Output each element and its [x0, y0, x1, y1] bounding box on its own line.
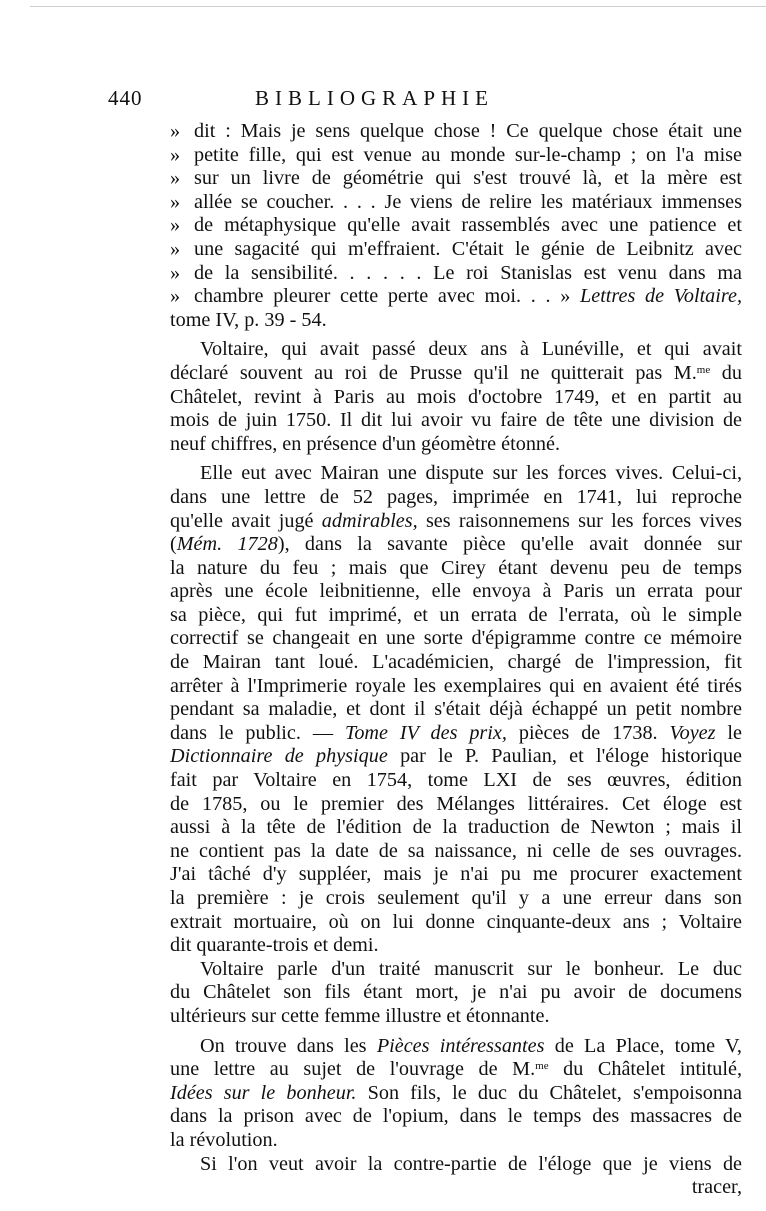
line-text: dit quarante-trois et demi.: [170, 934, 379, 957]
line-text: une lettre au sujet de l'ouvrage de M.: [170, 1058, 536, 1081]
text-line: [170, 433, 742, 457]
line-text: la nature du feu ; mais que Cirey étant devenu peu de temps: [170, 556, 742, 579]
quote-mark: »: [170, 214, 181, 237]
line-text: déclaré souvent au roi de Prusse qu'il ne quitterait pas M.: [170, 361, 697, 384]
text-line: [170, 510, 742, 534]
line-text: fait par Voltaire en 1754, tome LXI de ses œuvres, édition: [170, 769, 742, 792]
italic-text: Idées sur le bonheur.: [170, 1081, 357, 1104]
text-line: [170, 309, 742, 333]
paragraph: [170, 120, 742, 332]
paragraph: [170, 462, 742, 957]
line-text: On trouve dans les: [200, 1034, 377, 1057]
line-text: du Châtelet son fils étant mort, je n'ai pu avoir de documens: [170, 981, 742, 1004]
line-text: tracer,: [691, 1176, 742, 1199]
line-text: de la sensibilité. . . . . . Le roi Stanislas est venu dans ma: [194, 261, 742, 284]
line-text: Châtelet, revint à Paris au mois d'octobre 1749, et en partit au: [170, 385, 742, 408]
line-text: correctif se changeait en une sorte d'épigramme contre ce mémoire: [170, 627, 742, 650]
line-text: sa pièce, qui fut imprimé, et un errata de l'errata, où le simple: [170, 603, 742, 626]
line-text: une sagacité qui m'effraient. C'était le génie de Leibnitz avec: [194, 237, 742, 260]
line-text: Elle eut avec Mairan une dispute sur les forces vives. Celui-ci,: [200, 462, 742, 485]
quote-mark: »: [170, 285, 181, 308]
citation-title: Lettres de Voltaire,: [580, 285, 742, 308]
line-text: sur un livre de géométrie qui s'est trouvé là, et la mère est: [194, 167, 742, 190]
text-line: [170, 769, 742, 793]
line-text: la révolution.: [170, 1128, 278, 1151]
text-line: [170, 1105, 742, 1129]
line-text: de La Place, tome V,: [544, 1034, 742, 1057]
text-line: [170, 386, 742, 410]
line-text: ), dans la savante pièce qu'elle avait donnée sur: [277, 533, 743, 556]
text-line: [170, 1058, 742, 1082]
line-text: Voltaire parle d'un traité manuscrit sur le bonheur. Le duc: [200, 957, 742, 980]
text-line: [170, 722, 742, 746]
text-line: [170, 462, 742, 486]
text-line: [170, 981, 742, 1005]
quote-mark: »: [170, 261, 181, 284]
text-line: [170, 698, 742, 722]
line-text: allée se coucher. . . . Je viens de relire les matériaux immenses: [194, 190, 742, 213]
italic-text: Dictionnaire de physique: [170, 745, 388, 768]
text-line: [170, 863, 742, 887]
line-text: dans la prison avec de l'opium, dans le temps des massacres de: [170, 1105, 742, 1128]
text-line: [170, 627, 742, 651]
line-text: pièces de 1738.: [506, 721, 670, 744]
line-text: ultérieurs sur cette femme illustre et étonnante.: [170, 1004, 550, 1027]
line-text: qu'elle avait jugé: [170, 509, 322, 532]
line-text: du: [710, 361, 742, 384]
text-line: [170, 745, 742, 769]
paragraph: [170, 1153, 742, 1200]
running-head: BIBLIOGRAPHIE: [255, 86, 494, 110]
quote-mark: »: [170, 143, 181, 166]
text-line: [170, 1005, 742, 1029]
text-line: [170, 486, 742, 510]
text-line: [170, 793, 742, 817]
text-line: [170, 1129, 742, 1153]
line-text: mois de juin 1750. Il dit lui avoir vu faire de tête une division de: [170, 409, 742, 432]
line-text: ses raisonnemens sur les forces vives: [417, 509, 743, 532]
line-text: pendant sa maladie, et dont il s'était déjà échappé un petit nombre: [170, 698, 742, 721]
text-line: [170, 1082, 742, 1106]
quote-mark: »: [170, 237, 181, 260]
text-line: [170, 840, 742, 864]
catchword: [170, 1176, 742, 1200]
text-line: [170, 362, 742, 386]
italic-text: Mém. 1728: [176, 533, 278, 556]
line-text: Si l'on veut avoir la contre-partie de l'éloge que je viens de: [200, 1152, 742, 1175]
superscript: me: [696, 363, 711, 376]
text-line: [170, 675, 742, 699]
line-text: la première : je crois seulement qu'il y a une erreur dans son: [170, 887, 742, 909]
italic-text: admirables,: [321, 509, 418, 532]
paragraph: [170, 1035, 742, 1153]
text-line: [170, 285, 742, 309]
line-text: dans le public. —: [170, 721, 345, 744]
text-line: [170, 409, 742, 433]
line-text: tome IV, p. 39 - 54.: [170, 308, 327, 331]
text-line: [170, 1153, 742, 1177]
text-line: [170, 144, 742, 168]
italic-text: Pièces intéressantes: [376, 1034, 545, 1057]
superscript: me: [535, 1060, 549, 1073]
line-text: neuf chiffres, en présence d'un géomètre étonné.: [170, 432, 561, 455]
line-text: chambre pleurer cette perte avec moi. . . »: [194, 285, 580, 308]
text-line: [170, 911, 742, 935]
top-rule: [30, 6, 766, 7]
line-text: (: [170, 533, 177, 556]
text-line: [170, 214, 742, 238]
line-text: après une école leibnitienne, elle envoya à Paris un errata pour: [170, 580, 742, 603]
text-line: [170, 338, 742, 362]
line-text: du Châtelet intitulé,: [548, 1058, 742, 1081]
line-text: J'ai tâché d'y suppléer, mais je n'ai pu me procurer exactement: [170, 863, 742, 886]
line-text: de métaphysique qu'elle avait rassemblés avec une patience et: [194, 214, 742, 237]
line-text: par le P. Paulian, et l'éloge historique: [387, 745, 742, 768]
text-line: [170, 816, 742, 840]
line-text: dit : Mais je sens quelque chose ! Ce quelque chose était une: [194, 120, 742, 142]
quote-mark: »: [170, 120, 181, 142]
text-line: [170, 651, 742, 675]
body-text: [170, 120, 742, 1200]
text-line: [170, 958, 742, 982]
italic-text: Voyez: [669, 721, 716, 744]
line-text: aussi à la tête de l'édition de la traduction de Newton ; mais il: [170, 816, 742, 839]
text-line: [170, 533, 742, 557]
line-text: Voltaire, qui avait passé deux ans à Lunéville, et qui avait: [200, 338, 742, 361]
text-line: [170, 580, 742, 604]
line-text: de Mairan tant loué. L'académicien, chargé de l'impression, fit: [170, 651, 742, 674]
line-text: dans une lettre de 52 pages, imprimée en 1741, lui reproche: [170, 485, 742, 508]
text-line: [170, 1035, 742, 1059]
text-line: [170, 120, 742, 144]
line-text: arrêter à l'Imprimerie royale les exemplaires qui en avaient été tirés: [170, 674, 742, 697]
quote-mark: »: [170, 190, 181, 213]
text-line: [170, 262, 742, 286]
text-line: [170, 191, 742, 215]
italic-text: Tome IV des prix,: [344, 721, 507, 744]
text-line: [170, 604, 742, 628]
line-text: Son fils, le duc du Châtelet, s'empoisonna: [356, 1081, 742, 1104]
paragraph: [170, 338, 742, 456]
line-text: ne contient pas la date de sa naissance, ni celle de ses ouvrages.: [170, 839, 742, 862]
line-text: petite fille, qui est venue au monde sur-le-champ ; on l'a mise: [194, 143, 742, 166]
text-line: [170, 934, 742, 958]
line-text: de 1785, ou le premier des Mélanges littéraires. Cet éloge est: [170, 792, 742, 815]
paragraph: [170, 958, 742, 1029]
page-number: 440: [108, 86, 143, 110]
text-line: [170, 238, 742, 262]
line-text: extrait mortuaire, où on lui donne cinquante-deux ans ; Voltaire: [170, 910, 742, 933]
text-line: [170, 887, 742, 911]
text-line: [170, 557, 742, 581]
quote-mark: »: [170, 167, 181, 190]
text-line: [170, 167, 742, 191]
line-text: le: [715, 721, 742, 744]
